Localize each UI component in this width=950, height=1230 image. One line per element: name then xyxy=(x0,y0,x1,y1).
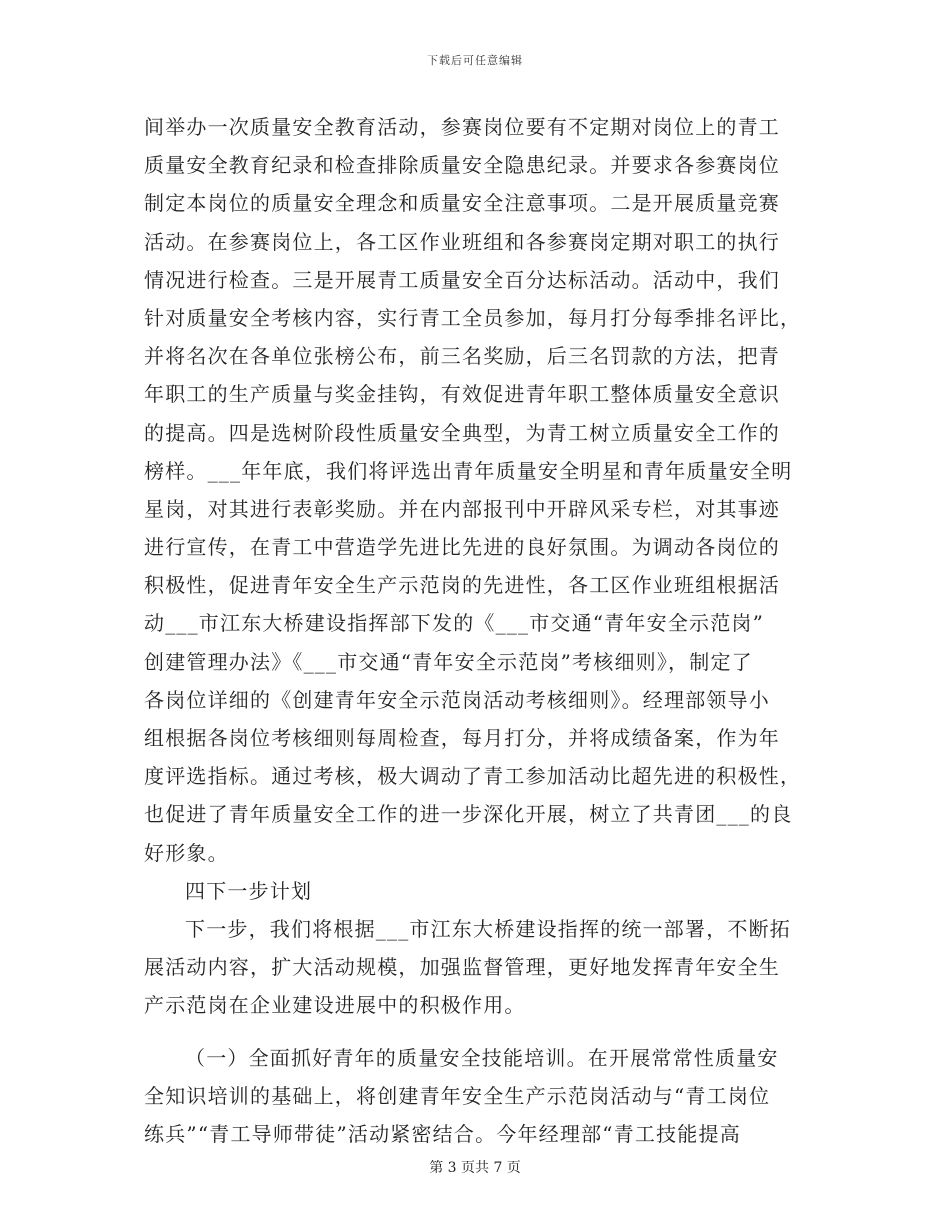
text-line: 也促进了青年质量安全工作的进一步深化开展，树立了共青团___的良 xyxy=(144,802,793,827)
text-line: 情况进行检查。三是开展青工质量安全百分达标活动。活动中，我们 xyxy=(144,267,780,292)
section-heading: 四下一步计划 xyxy=(185,878,313,903)
text-line: 产示范岗在企业建设进展中的积极作用。 xyxy=(144,993,526,1018)
text-line: 动___市江东大桥建设指挥部下发的《___市交通“青年安全示范岗” xyxy=(144,611,765,636)
text-line: 制定本岗位的质量安全理念和质量安全注意事项。二是开展质量竞赛 xyxy=(144,191,780,216)
text-line: 间举办一次质量安全教育活动，参赛岗位要有不定期对岗位上的青工 xyxy=(144,115,780,139)
text-line: （一）全面抓好青年的质量安全技能培训。在开展常常性质量安 xyxy=(185,1045,779,1070)
text-line: 针对质量安全考核内容，实行青工全员参加，每月打分每季排名评比， xyxy=(144,305,802,330)
text-line: 全知识培训的基础上，将创建青年安全生产示范岗活动与“青工岗位 xyxy=(144,1083,771,1108)
text-line: 组根据各岗位考核细则每周检查，每月打分，并将成绩备案，作为年 xyxy=(144,726,780,750)
text-line: 的提高。四是选树阶段性质量安全典型，为青工树立质量安全工作的 xyxy=(144,420,780,445)
page-header: 下载后可任意编辑 xyxy=(427,54,523,67)
page-number: 第 3 页共 7 页 xyxy=(429,1160,521,1176)
text-line: 年职工的生产质量与奖金挂钩，有效促进青年职工整体质量安全意识 xyxy=(144,382,780,407)
text-line: 进行宣传，在青工中营造学先进比先进的良好氛围。为调动各岗位的 xyxy=(144,535,780,560)
text-line: 星岗，对其进行表彰奖励。并在内部报刊中开辟风采专栏，对其事迹 xyxy=(144,496,780,521)
document-body xyxy=(144,108,808,1153)
text-line: 各岗位详细的《创建青年安全示范岗活动考核细则》。经理部领导小 xyxy=(144,687,770,712)
text-line: 榜样。___年年底，我们将评选出青年质量安全明星和青年质量安全明 xyxy=(144,458,793,483)
text-line: 质量安全教育纪录和检查排除质量安全隐患纪录。并要求各参赛岗位 xyxy=(144,153,780,178)
paragraph-training xyxy=(144,1039,808,1154)
paragraph-gap xyxy=(144,1025,808,1039)
text-line: 创建管理办法》《___市交通“青年安全示范岗”考核细则》，制定了 xyxy=(144,649,753,674)
paragraph-next-steps xyxy=(144,910,808,1025)
text-line: 度评选指标。通过考核，极大调动了青工参加活动比超先进的积极性， xyxy=(144,764,802,789)
text-line: 活动。在参赛岗位上，各工区作业班组和各参赛岗定期对职工的执行 xyxy=(144,229,780,254)
paragraph-continuation xyxy=(144,108,808,872)
text-line: 积极性，促进青年安全生产示范岗的先进性，各工区作业班组根据活 xyxy=(144,573,780,598)
text-line: 好形象。 xyxy=(144,840,229,865)
text-line: 练兵”“青工导师带徒”活动紧密结合。今年经理部“青工技能提高 xyxy=(144,1121,741,1146)
text-line: 下一步，我们将根据___市江东大桥建设指挥的统一部署，不断拓 xyxy=(185,916,791,941)
text-line: 并将名次在各单位张榜公布，前三名奖励，后三名罚款的方法，把青 xyxy=(144,344,780,369)
text-line: 展活动内容，扩大活动规模，加强监督管理，更好地发挥青年安全生 xyxy=(144,955,780,980)
